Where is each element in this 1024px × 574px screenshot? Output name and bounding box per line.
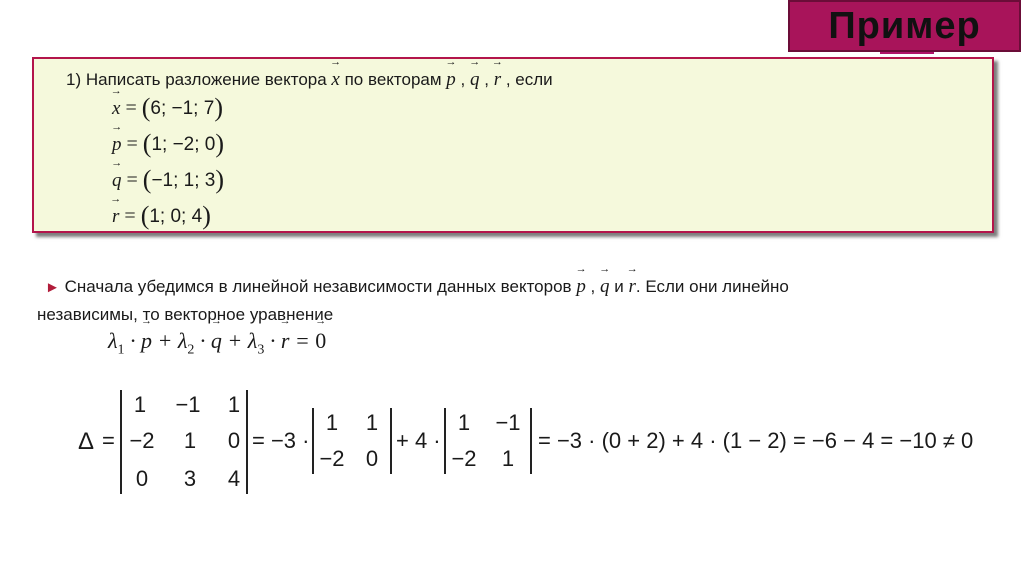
paren-close: ): [214, 93, 223, 122]
minor2-cell: 1: [501, 446, 515, 471]
subscript: 1: [117, 342, 125, 358]
title-underline: [880, 52, 934, 54]
lambda-symbol: λ: [108, 328, 118, 353]
paren-open: (: [141, 93, 151, 122]
vector-q-symbol: → q: [470, 69, 480, 91]
det3-cell: 3: [183, 466, 197, 491]
paren-close: ): [215, 129, 225, 158]
comma: ,: [590, 277, 596, 296]
equals-sign: =: [102, 428, 115, 453]
det3-cell: −1: [175, 392, 201, 417]
vector-q-row: → q = (−1; 1; 3): [112, 165, 224, 195]
vector-coords: −1; 1; 3: [151, 170, 216, 191]
solution-text-b: . Если они линейно: [635, 277, 789, 296]
minor2-bar-right: [530, 408, 532, 474]
vector-r-symbol: → r: [281, 328, 290, 354]
solution-line-2: независимы, то векторное уравнение: [37, 305, 334, 324]
vector-name: → q: [112, 170, 122, 192]
vector-coords: 1; 0; 4: [149, 206, 203, 227]
vector-equation: $\lambda_1$ · → $p + \lambda_2$ · → $q + \lambda_3$ · → r = → 0: [108, 328, 326, 358]
paren-close: ): [202, 201, 211, 230]
subscript: 2: [187, 342, 195, 358]
lambda-symbol: λ: [177, 328, 188, 353]
vector-coords: 6; −1; 7: [150, 98, 215, 119]
coef1: = −3 ·: [252, 428, 310, 453]
det3-cell: 1: [133, 392, 147, 417]
minor1-cell: 1: [325, 410, 339, 435]
vector-p-row: → p = (1; −2; 0): [112, 129, 224, 159]
slide-title: Пример: [828, 4, 981, 47]
vector-p-symbol: → p: [446, 69, 456, 91]
final-result: = −3 · (0 + 2) + 4 · (1 − 2) = −6 − 4 = −10 ≠ 0: [538, 428, 974, 453]
delta-symbol: Δ: [78, 428, 95, 455]
minor1-cell: 0: [365, 446, 379, 471]
task-if-word: , если: [505, 70, 553, 89]
vector-name: → r: [112, 206, 119, 228]
vector-r-symbol: → r: [494, 69, 501, 91]
comma: ,: [484, 70, 489, 89]
vector-q-symbol: → q: [211, 328, 222, 354]
minor2-cell: −1: [495, 410, 521, 435]
det3-cell: 4: [227, 466, 241, 491]
zero-vector: → 0: [315, 328, 326, 354]
minor1-cell: 1: [365, 410, 379, 435]
solution-text-a: Сначала убедимся в линейной независимости данных векторов: [64, 277, 572, 296]
paren-open: (: [140, 201, 150, 230]
minor2-cell: 1: [457, 410, 471, 435]
task-box: [32, 57, 994, 233]
minor2-cell: −2: [451, 446, 477, 471]
and-word: и: [614, 277, 624, 296]
det3-cell: 0: [227, 428, 241, 453]
solution-line-1: [45, 276, 789, 298]
det3-bar-right: [246, 390, 248, 494]
paren-open: (: [142, 129, 152, 158]
det3-cell: 1: [227, 392, 241, 417]
vector-q-symbol: → q: [600, 276, 610, 298]
paren-close: ): [215, 165, 225, 194]
det3-cell: 1: [183, 428, 197, 453]
subscript: 3: [257, 342, 265, 358]
vector-coords: 1; −2; 0: [151, 134, 216, 155]
slide-title-badge: [788, 0, 1021, 52]
comma: ,: [460, 70, 466, 89]
determinant-calculation: [72, 388, 972, 498]
vector-name: → p: [112, 134, 122, 156]
vector-r-row: → r = (1; 0; 4): [112, 201, 211, 231]
vector-p-symbol: → p: [576, 276, 586, 298]
paren-open: (: [142, 165, 152, 194]
vector-name: → x: [112, 98, 120, 120]
coef2: + 4 ·: [396, 428, 441, 453]
task-by-vectors: по векторам: [344, 70, 442, 89]
vector-p-symbol: → p: [141, 328, 152, 354]
lambda-symbol: λ: [247, 328, 258, 353]
task-statement: [66, 69, 553, 91]
minor1-cell: −2: [319, 446, 345, 471]
det3-cell: 0: [135, 466, 149, 491]
vector-x-row: → x = (6; −1; 7): [112, 93, 223, 123]
bullet-arrow-icon: ►: [45, 279, 60, 296]
det3-cell: −2: [129, 428, 155, 453]
vector-r-symbol: → r: [628, 276, 635, 298]
minor1-bar-right: [390, 408, 392, 474]
vector-x-symbol: → x: [331, 69, 339, 91]
task-intro: 1) Написать разложение вектора: [66, 70, 327, 89]
